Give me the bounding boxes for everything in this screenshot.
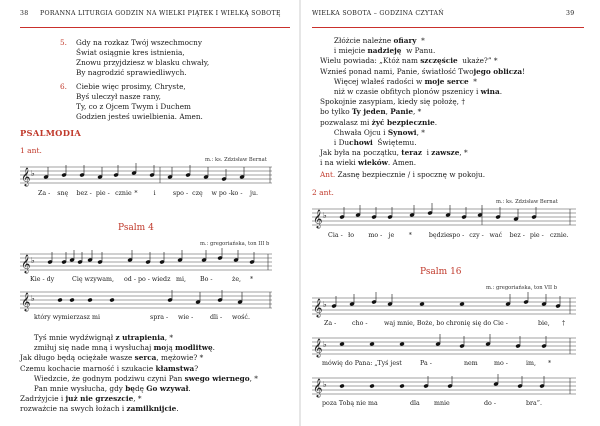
left-page-number: 38 — [20, 10, 29, 17]
verse-text: ! — [522, 66, 526, 76]
emphasis-text: zawsze — [431, 148, 460, 158]
lyric-syllable: ju. — [250, 190, 259, 197]
verse-text: , mężowie? * — [156, 353, 204, 363]
verse-text: , * — [164, 333, 173, 342]
lyric-syllable: Cię wzywam, — [72, 276, 114, 283]
lyric-syllable: i — [153, 190, 156, 197]
flat-sign-icon: ♭ — [31, 256, 35, 265]
psalm-16-credit: m.: gregoriańska, ton VII b — [486, 285, 558, 291]
verse-text: żne — [378, 36, 394, 45]
lyric-syllable: im, — [526, 360, 536, 367]
psalm-4-credit: m.: gregoriańska, ton III b — [200, 241, 270, 247]
right-page — [300, 0, 600, 426]
lyric-syllable: bez - — [509, 232, 525, 239]
lyric-syllable: * — [548, 360, 552, 367]
verse-text: , * — [459, 148, 468, 158]
psalm-verse-line — [320, 67, 525, 77]
lyric-syllable: mo - — [494, 360, 508, 367]
verse-text: dę — [134, 384, 147, 393]
emphasis-text: wina — [480, 87, 500, 96]
psalm-verse-line — [320, 36, 425, 46]
verse-text: , — [385, 107, 391, 117]
stanza-6-number: 6. — [60, 82, 67, 91]
emphasis-text: chowi — [349, 138, 373, 147]
emphasis-text: teraz — [401, 148, 422, 158]
verse-text: Chwała Ojcu i — [320, 127, 388, 137]
emphasis-text: Synowi — [387, 127, 417, 137]
note-head — [87, 298, 92, 303]
verse-text: Zadrżyjcie i — [20, 394, 66, 404]
verse-text: , * — [133, 394, 142, 404]
verse-text: . — [188, 384, 191, 393]
verse-text: * — [468, 76, 477, 86]
emphasis-text: kłamstwa — [155, 363, 195, 373]
emphasis-text: bę — [125, 384, 135, 393]
lyric-syllable: do - — [484, 400, 496, 407]
psalm-verse-line — [320, 148, 468, 158]
right-page-number: 39 — [566, 10, 575, 17]
lyric-syllable: mówię do Pana: „Tyś jest — [322, 360, 402, 367]
treble-clef-icon: 𝄞 — [313, 298, 323, 317]
section-heading: PSALMODIA — [20, 128, 82, 138]
verse-text: bo tylko — [320, 107, 352, 117]
lyric-syllable: czę — [192, 190, 203, 197]
lyric-syllable: wość. — [232, 314, 250, 321]
verse-text: Spokojnie zasypiam, kiedy się położę, † — [320, 97, 465, 107]
note-head — [419, 302, 424, 307]
psalm-verse-line — [20, 394, 142, 404]
note-head — [459, 302, 464, 307]
emphasis-text: szczęście — [420, 56, 458, 66]
lyric-syllable: Pa - — [420, 360, 432, 367]
stanza-line: By nagrodzić sprawiedliwych. — [76, 68, 187, 77]
emphasis-text: zamilknijcie — [126, 404, 177, 414]
emphasis-text: ofiary — [393, 36, 417, 45]
psalm-verse-line — [320, 46, 435, 56]
stanza-line: Ciebie więc prosimy, Chryste, — [76, 82, 186, 91]
lyric-syllable: będzie — [428, 232, 450, 239]
lyric-syllable: który wymierzasz mi — [34, 314, 100, 321]
verse-text: i na wieki — [320, 158, 358, 168]
lyric-syllable: pie - — [95, 190, 110, 197]
psalm-verse-line — [320, 77, 477, 87]
antiphon-marker: Ant. — [320, 170, 338, 179]
emphasis-text: mo — [153, 343, 167, 353]
music-staff — [20, 165, 272, 187]
lyric-syllable: nem — [464, 360, 478, 367]
note-head — [339, 342, 344, 347]
emphasis-text: nadzieję — [367, 46, 402, 56]
lyric-syllable: dla — [410, 400, 420, 407]
lyric-syllable: cho - — [352, 320, 368, 327]
emphasis-text: swego wiernego — [184, 373, 250, 383]
lyric-syllable: je — [388, 232, 395, 239]
psalm-verse-line — [320, 56, 498, 66]
left-running-head: PORANNA LITURGIA GODZIN NA WIELKI PIĄTEK I WIELKĄ SOBOTĘ — [40, 10, 281, 17]
verse-text: , * — [249, 373, 258, 383]
lyric-syllable: Cia - — [328, 232, 343, 239]
emphasis-text: Go wzywał — [146, 384, 189, 393]
lyric-syllable: * — [250, 276, 254, 283]
psalm-verse-line — [320, 97, 465, 107]
verse-text: Pan mnie wysłucha, gdy — [20, 384, 126, 393]
antiphon-credit: m.: ks. Zdzisław Bernat — [496, 199, 558, 205]
music-staff — [312, 336, 576, 358]
note-head — [399, 342, 404, 347]
lyric-syllable: Kie - dy — [30, 276, 55, 283]
treble-clef-icon: 𝄞 — [21, 254, 31, 273]
music-staff — [312, 376, 576, 398]
lyric-syllable: w po - — [211, 190, 231, 197]
note-head — [69, 298, 74, 303]
lyric-syllable: poza Tobą nie ma — [322, 400, 378, 407]
verse-text: zmiłuj się nade mną i wysłuchaj — [20, 343, 154, 353]
music-staff — [312, 207, 576, 229]
psalm-verse-line — [20, 384, 191, 394]
psalm-verse-line — [320, 138, 417, 148]
verse-text: . — [499, 87, 503, 96]
lyric-syllable: wać — [489, 232, 503, 239]
note-head — [339, 384, 344, 389]
verse-text: Tyś mnie wydźwignął — [20, 333, 116, 342]
verse-text: Wznieś ponad nami, Panie, światłość Two — [320, 66, 474, 76]
emphasis-text: żyć bezpiecznie — [371, 117, 435, 127]
verse-text: . — [434, 117, 438, 127]
antiphon-credit: m.: ks. Zdzisław Bernat — [205, 157, 267, 163]
lyric-syllable: spo - — [172, 190, 189, 197]
verse-text: i — [422, 148, 432, 158]
verse-text: nale — [362, 36, 379, 45]
psalm-verse-line — [320, 118, 437, 128]
psalm-verse-line — [20, 374, 258, 384]
emphasis-text: serca — [134, 353, 157, 363]
flat-sign-icon: ♭ — [323, 300, 327, 309]
music-staff — [312, 296, 576, 318]
lyric-syllable: Za - — [324, 320, 337, 327]
psalm-verse-line — [20, 343, 215, 353]
psalm-verse-line — [320, 87, 502, 97]
psalm-16-title: Psalm 16 — [420, 267, 462, 277]
verse-text: i Du — [320, 138, 350, 147]
lyric-syllable: bie, — [538, 320, 550, 327]
stanza-5-number: 5. — [60, 38, 67, 47]
verse-text: . — [176, 404, 179, 414]
flat-sign-icon: ♭ — [31, 294, 35, 303]
verse-text: Czemu kochacie marność i szukacie — [20, 363, 156, 373]
verse-text: * — [416, 36, 425, 45]
lyric-syllable: bra”. — [526, 400, 543, 407]
lyric-syllable: bez - — [76, 190, 92, 197]
flat-sign-icon: ♭ — [323, 340, 327, 349]
lyric-syllable: cznie. — [550, 232, 569, 239]
stanza-line: Znowu przyjdziesz w blasku chwały, — [76, 58, 210, 67]
treble-clef-icon: 𝄞 — [21, 292, 31, 311]
left-header-rule — [20, 27, 290, 28]
verse-text: Świętemu. — [372, 138, 417, 147]
emphasis-text: z utrapienia — [115, 333, 165, 342]
lyric-syllable: wie - — [178, 314, 194, 321]
lyric-syllable: mnie — [434, 400, 450, 407]
lyric-syllable: od - po - wiedz — [124, 276, 171, 283]
psalm-verse-line — [20, 333, 173, 343]
lyric-syllable: snę — [57, 190, 69, 197]
lyric-syllable: że, — [232, 276, 242, 283]
verse-text: niż w czasie obfitych plonów pszenicy i — [320, 87, 481, 96]
music-staff — [20, 252, 272, 274]
lyric-syllable: Za - — [38, 190, 51, 197]
lyric-syllable: Bo - — [200, 276, 213, 283]
flat-sign-icon: ♭ — [323, 211, 327, 220]
verse-text: i miejcie — [320, 46, 368, 56]
verse-text: Wielu powiada: „Któż nam — [320, 56, 421, 66]
verse-text: , * — [413, 107, 422, 117]
right-header-rule — [312, 27, 584, 28]
psalm-verse-line — [20, 404, 179, 414]
treble-clef-icon: 𝄞 — [313, 338, 323, 357]
flat-sign-icon: ♭ — [31, 169, 35, 178]
lyric-syllable: pie - — [529, 232, 544, 239]
verse-text: , * — [416, 127, 425, 137]
verse-text: pozwalasz mi — [320, 117, 372, 127]
stanza-line: Ty, co z Ojcem Twym i Duchem — [76, 102, 191, 111]
lyric-syllable: czy - — [469, 232, 484, 239]
verse-text: Wiedzcie, że godnym podziwu czyni Pan — [20, 373, 185, 383]
emphasis-text: Panie — [390, 107, 414, 117]
verse-text: ukaże?” * — [457, 56, 498, 66]
note-head — [109, 298, 114, 303]
antiphon-label: 2 ant. — [312, 188, 334, 197]
verse-text: . — [212, 343, 215, 353]
lyric-syllable: spra - — [150, 314, 169, 321]
verse-text: Jak długo będą ociężałe wasze — [20, 353, 135, 363]
note-head — [369, 342, 374, 347]
lyric-syllable: * — [408, 232, 412, 239]
psalm-verse-line — [320, 158, 416, 168]
verse-text: ją — [166, 343, 176, 353]
note-head — [369, 384, 374, 389]
verse-text: Złóżcie — [320, 36, 363, 45]
verse-text: Jak była na początku, — [320, 148, 402, 158]
flat-sign-icon: ♭ — [323, 380, 327, 389]
lyric-syllable: waj mnie, Boże, bo chronię się do Cie - — [384, 320, 508, 327]
emphasis-text: Ty jeden — [351, 107, 386, 117]
note-head — [57, 298, 62, 303]
verse-text: w Panu. — [401, 46, 436, 56]
lyric-syllable: mi, — [176, 276, 186, 283]
psalm-verse-line — [20, 353, 203, 363]
emphasis-text: wieków — [358, 158, 388, 168]
stanza-line: Godzien jesteś uwielbienia. Amen. — [76, 112, 203, 121]
psalm-verse-line — [320, 128, 425, 138]
treble-clef-icon: 𝄞 — [313, 378, 323, 397]
stanza-line: Byś uleczył nasze rany, — [76, 92, 161, 101]
emphasis-text: modlitwę — [175, 343, 213, 353]
lyric-syllable: ło — [348, 232, 355, 239]
emphasis-text: moje serce — [424, 76, 469, 86]
verse-text: Więcej wlałeś radości w — [320, 76, 425, 86]
emphasis-text: już nie grzeszcie — [65, 394, 134, 404]
stanza-line: Gdy na rozkaz Twój wszechmocny — [76, 38, 202, 47]
music-staff — [20, 290, 272, 312]
treble-clef-icon: 𝄞 — [313, 209, 323, 228]
antiphon-repeat — [320, 170, 485, 180]
lyric-syllable: cznie — [115, 190, 132, 197]
note-head — [399, 384, 404, 389]
psalm-verse-line — [20, 364, 198, 374]
psalm-4-title: Psalm 4 — [118, 223, 154, 233]
treble-clef-icon: 𝄞 — [21, 167, 31, 186]
lyric-syllable: * — [134, 190, 138, 197]
lyric-syllable: dli - — [210, 314, 223, 321]
lyric-syllable: ko - — [230, 190, 243, 197]
lyric-syllable: † — [562, 320, 566, 327]
verse-text: . Amen. — [387, 158, 417, 168]
right-running-head: WIELKA SOBOTA – GODZINA CZYTAŃ — [312, 10, 444, 17]
stanza-line: Świat osiągnie kres istnienia, — [76, 48, 185, 57]
lyric-syllable: spo - — [449, 232, 465, 239]
antiphon-label: 1 ant. — [20, 146, 42, 155]
verse-text: rozważcie na swych łożach i — [20, 404, 127, 414]
emphasis-text: jego oblicza — [473, 66, 523, 76]
lyric-syllable: mo - — [368, 232, 383, 239]
psalm-verse-line — [320, 107, 421, 117]
antiphon-text: Zasnę bezpiecznie / i spocznę w pokoju. — [337, 170, 486, 179]
verse-text: ? — [194, 363, 199, 373]
